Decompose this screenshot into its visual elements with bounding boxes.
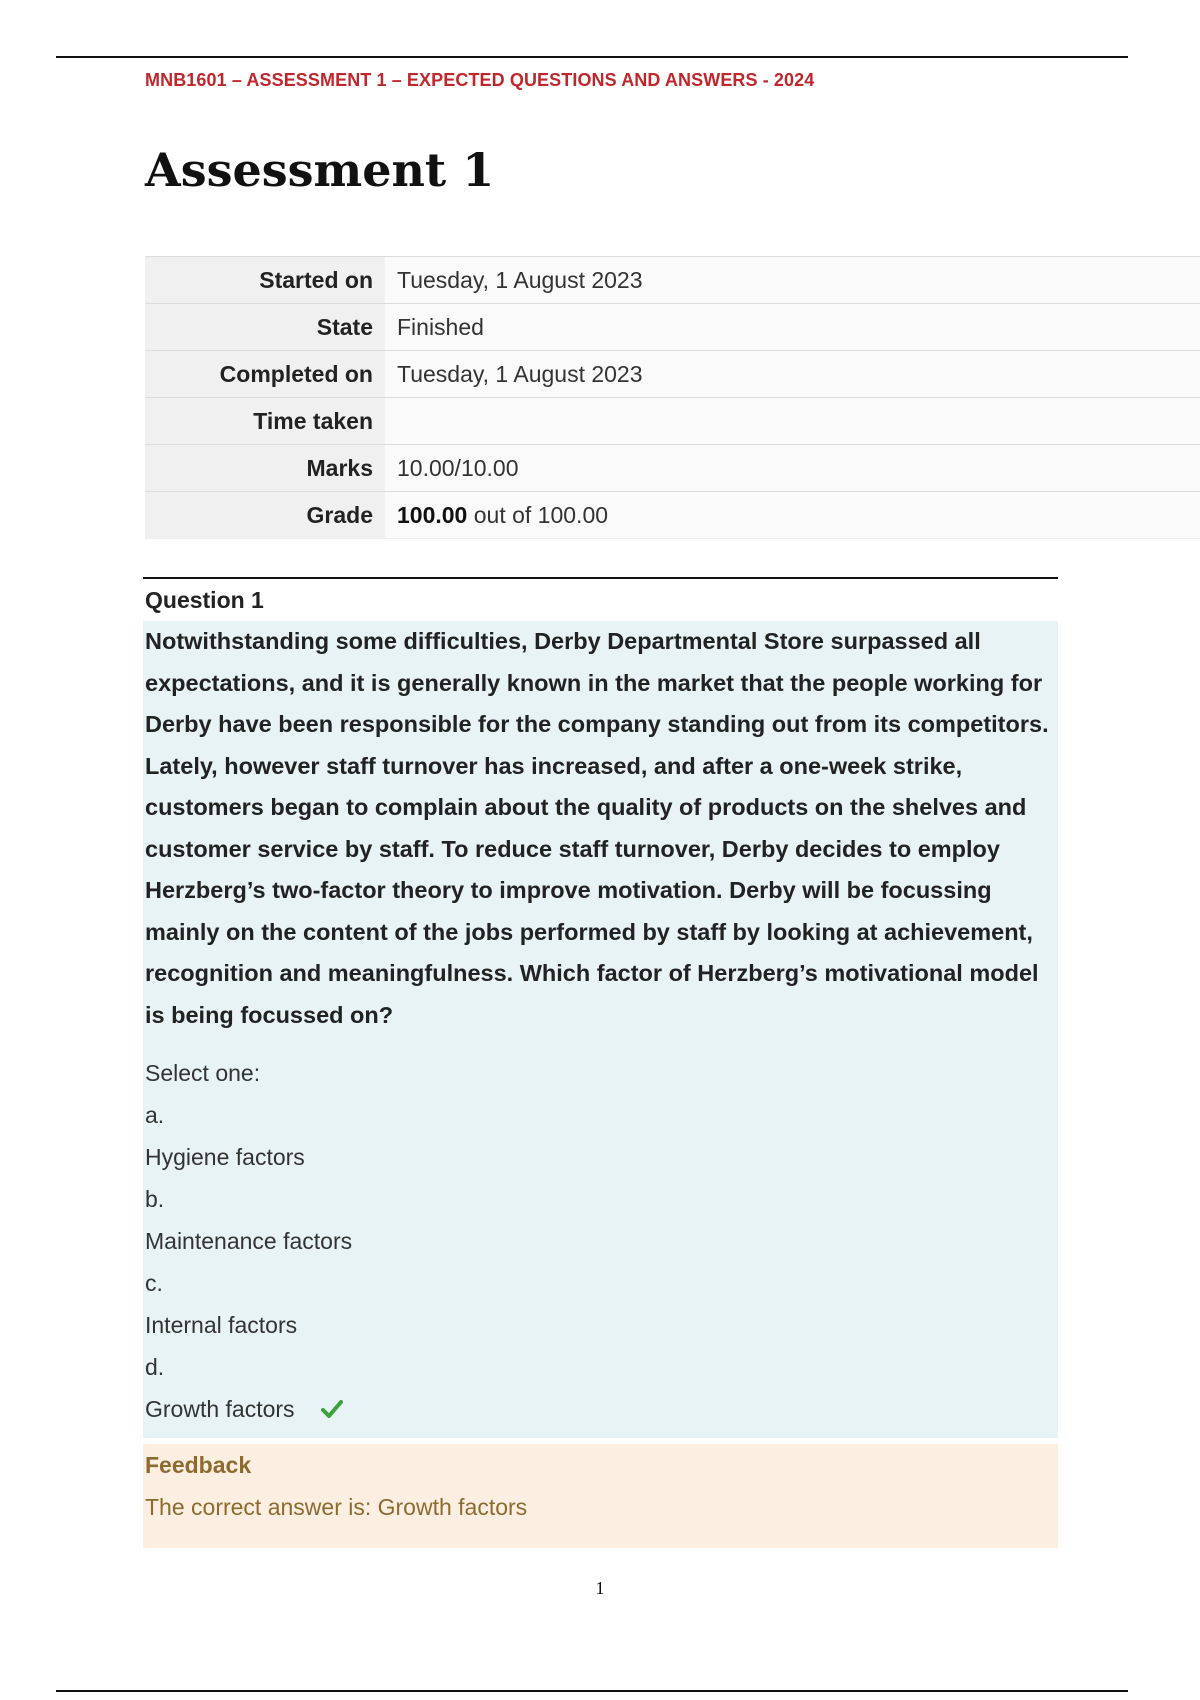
option-letter: a. — [145, 1102, 165, 1128]
answer-option-d[interactable] — [145, 1346, 1056, 1432]
option-text: Internal factors — [145, 1312, 298, 1338]
summary-label: Completed on — [145, 351, 385, 397]
question-body — [143, 621, 1058, 1438]
option-text — [145, 1388, 1056, 1432]
option-letter: b. — [145, 1186, 165, 1212]
summary-row-started — [145, 256, 1200, 303]
question-text: Notwithstanding some difficulties, Derby Departmental Store surpassed all expectations, and it is generally known in the market that the people working for Derby have been responsible for the company standing out from its competitors. Lately, however staff turnover has increased, and after a one-week strike, customers began to complain about the quality of products on the shelves and customer service by staff. To reduce staff turnover, Derby decides to employ Herzberg’s two-factor theory to improve motivation. Derby will be focussing mainly on the content of the jobs performed by staff by looking at achievement, recognition and meaningfulness. Which factor of Herzberg’s motivational model is being focussed on? — [145, 628, 1049, 1028]
select-one-label: Select one: — [145, 1060, 261, 1086]
summary-row-grade — [145, 491, 1200, 539]
answer-option-b[interactable] — [145, 1178, 1056, 1262]
feedback-title: Feedback — [145, 1451, 252, 1478]
summary-row-time-taken — [145, 397, 1200, 444]
question-heading: Question 1 — [143, 577, 1058, 621]
answer-option-a[interactable] — [145, 1094, 1056, 1178]
grade-out-of: out of 100.00 — [467, 502, 609, 528]
summary-label: Time taken — [145, 398, 385, 444]
feedback-panel — [143, 1444, 1058, 1548]
check-icon — [321, 1390, 343, 1432]
summary-label: Grade — [145, 492, 385, 538]
option-letter: d. — [145, 1354, 165, 1380]
summary-label: Started on — [145, 257, 385, 303]
summary-value — [385, 492, 1200, 538]
answer-option-c[interactable] — [145, 1262, 1056, 1346]
feedback-text: The correct answer is: Growth factors — [145, 1493, 528, 1520]
top-rule — [56, 56, 1128, 58]
summary-value — [385, 398, 1200, 444]
page-number: 1 — [595, 1578, 605, 1598]
option-text-label: Growth factors — [145, 1396, 295, 1422]
grade-value: 100.00 — [397, 502, 468, 528]
summary-value: Finished — [385, 304, 1200, 350]
summary-row-marks — [145, 444, 1200, 491]
option-letter: c. — [145, 1270, 163, 1296]
summary-value: 10.00/10.00 — [385, 445, 1200, 491]
attempt-summary-table — [145, 256, 1200, 539]
option-text: Maintenance factors — [145, 1228, 353, 1254]
bottom-rule — [56, 1690, 1128, 1692]
summary-row-completed — [145, 350, 1200, 397]
option-text: Hygiene factors — [145, 1144, 305, 1170]
summary-label: Marks — [145, 445, 385, 491]
summary-label: State — [145, 304, 385, 350]
document-header: MNB1601 – ASSESSMENT 1 – EXPECTED QUESTIONS AND ANSWERS - 2024 — [145, 70, 815, 90]
page-title: Assessment 1 — [145, 143, 495, 197]
summary-value: Tuesday, 1 August 2023 — [385, 257, 1200, 303]
summary-row-state — [145, 303, 1200, 350]
summary-value: Tuesday, 1 August 2023 — [385, 351, 1200, 397]
question-block — [143, 577, 1058, 1548]
